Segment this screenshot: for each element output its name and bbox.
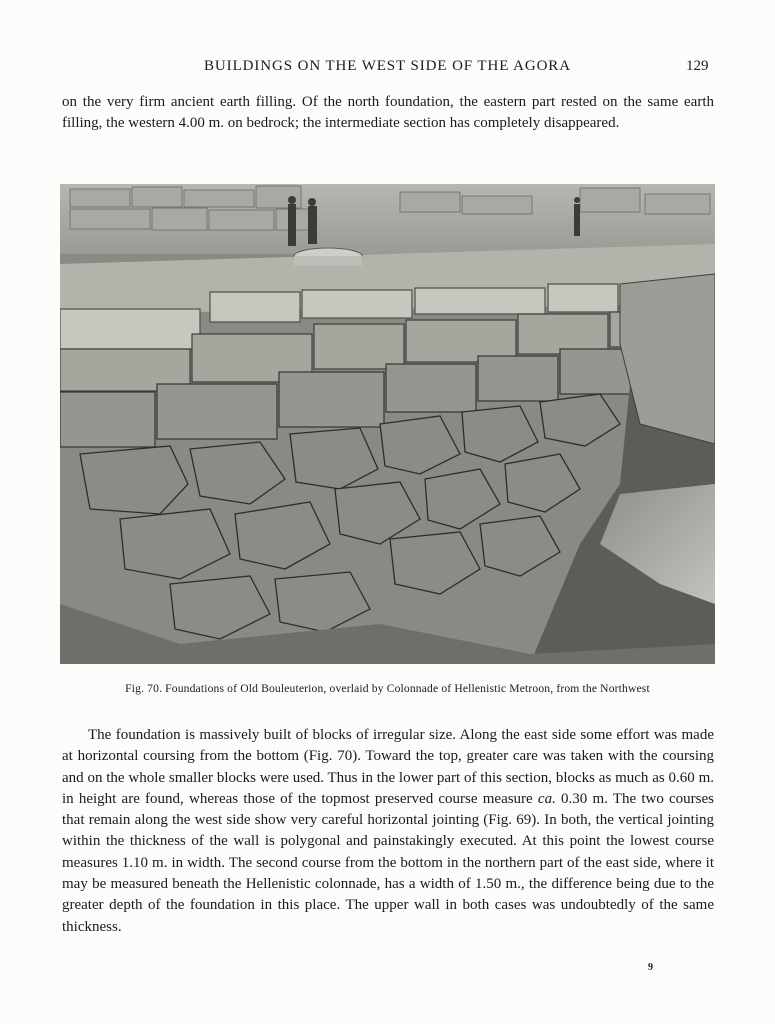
signature-mark: 9 [648,962,653,973]
photo-illustration [60,184,715,664]
running-title: BUILDINGS ON THE WEST SIDE OF THE AGORA [204,58,571,74]
page-number: 129 [686,58,709,74]
continuation-paragraph: on the very firm ancient earth filling. Of the north foundation, the eastern part rested on the same earth filling, the western 4.00 m. on bedrock; the intermediate section has completely disappeared. [62,94,714,131]
figure-caption: Fig. 70. Foundations of Old Bouleuterion, overlaid by Colonnade of Hellenistic Metroon, from the Northwest [125,682,650,695]
body-text-ca-italic: ca. [537,790,556,807]
body-text-part-1: The foundation is massively built of blocks of irregular size. Along the east side some effort was made at horizontal coursing from the bottom (Fig. 70). Toward the top, greater care was taken with the coursing and on the whole smaller blocks were used. Thus in the lower part of this section, blocks as much as 0.60 m. in height are found, whereas those of the topmost preserved course measure [62,727,714,807]
body-text-part-2: 0.30 m. The two courses that remain along the west side show very careful horizontal jointing (Fig. 69). In both, the vertical jointing within the thickness of the wall is polygonal and painstakingly executed. At this point the lowest course measures 1.10 m. in width. The second course from the bottom in the northern part of the east side, where it may be measured beneath the Hellenistic colonnade, has a width of 1.50 m., the difference being due to the greater depth of the foundation in this place. The upper wall in both cases was undoubtedly of the same thickness. [62,790,714,935]
body-paragraph [62,725,714,938]
excavation-photograph [60,184,715,664]
